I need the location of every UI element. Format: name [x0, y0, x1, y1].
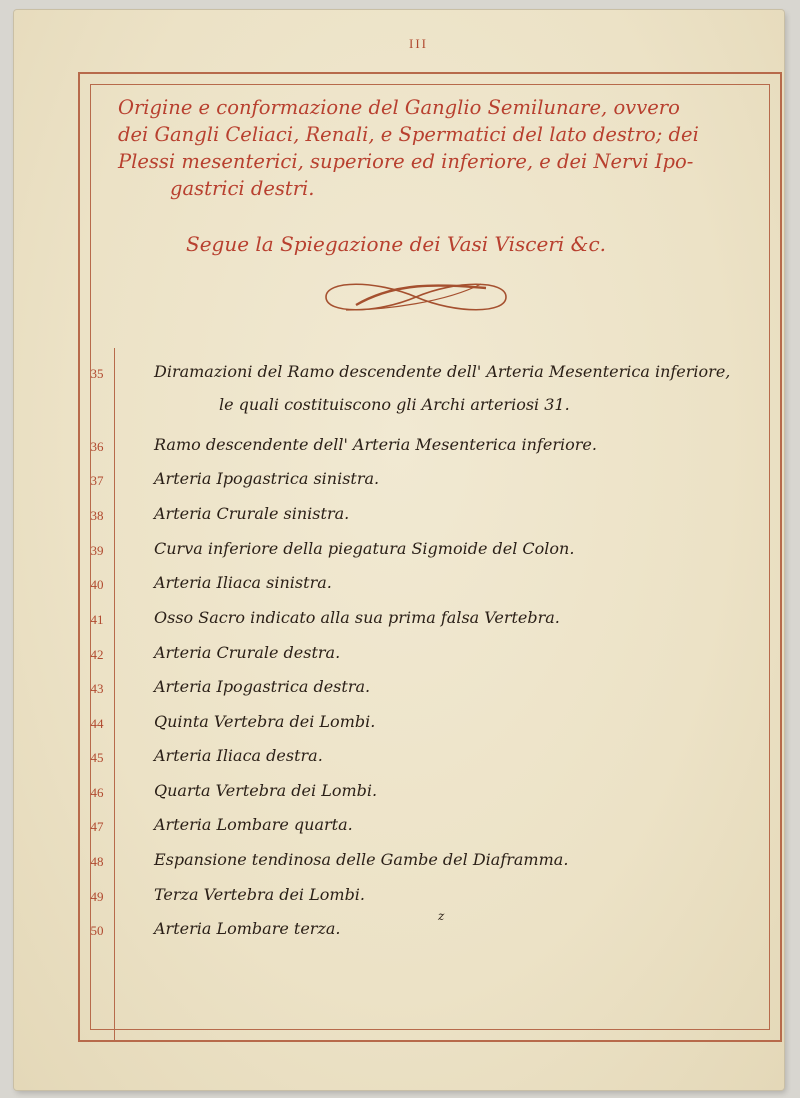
entry-number: 35	[90, 366, 104, 381]
page-number: III	[409, 36, 428, 51]
margin-rule	[114, 348, 115, 1040]
title-line: dei Gangli Celiaci, Renali, e Spermatici del lato destro; dei	[118, 123, 699, 146]
entry-number: 45	[90, 750, 104, 765]
entry-number: 44	[90, 716, 104, 731]
entry-number: 37	[90, 473, 104, 488]
entry-text: Arteria Crurale destra.	[154, 643, 341, 662]
entry-text: Terza Vertebra dei Lombi.	[154, 885, 366, 904]
title-line: Origine e conformazione del Ganglio Semilunare, ovvero	[118, 96, 680, 119]
entry-text: Curva inferiore della piegatura Sigmoide del Colon.	[154, 539, 575, 558]
entry-text: Quarta Vertebra dei Lombi.	[154, 781, 378, 800]
entry-number: 36	[90, 439, 104, 454]
entry-text: Arteria Lombare terza.	[154, 919, 341, 938]
entry-text: Arteria Ipogastrica destra.	[154, 677, 371, 696]
entry-number: 39	[90, 543, 104, 558]
title-heading	[118, 94, 738, 202]
entry-number: 49	[90, 889, 104, 904]
entry-number: 48	[90, 854, 104, 869]
ink-mark: z	[438, 909, 445, 923]
title-line: gastrici destri.	[170, 177, 315, 200]
entry-number: 38	[90, 508, 104, 523]
entry-text: Arteria Iliaca destra.	[154, 746, 323, 765]
entry-number: 42	[90, 647, 104, 662]
entry-text: Osso Sacro indicato alla sua prima falsa Vertebra.	[154, 608, 560, 627]
title-line: Plessi mesenterici, superiore ed inferiore, e dei Nervi Ipo-	[118, 150, 694, 173]
entry-number: 50	[90, 923, 104, 938]
title-subtitle: Segue la Spiegazione dei Vasi Visceri &c.	[186, 232, 607, 256]
entry-text: Ramo descendente dell' Arteria Mesenterica inferiore.	[154, 435, 597, 454]
entry-number: 40	[90, 577, 104, 592]
entry-continuation: le quali costituiscono gli Archi arteriosi 31.	[219, 395, 570, 414]
entry-number: 43	[90, 681, 104, 696]
entry-number: 47	[90, 819, 104, 834]
flourish-ornament	[316, 272, 516, 322]
entry-text: Arteria Lombare quarta.	[154, 815, 353, 834]
entry-text: Diramazioni del Ramo descendente dell' Arteria Mesenterica inferiore,	[154, 362, 731, 381]
entry-text: Espansione tendinosa delle Gambe del Diaframma.	[154, 850, 569, 869]
entry-text: Arteria Crurale sinistra.	[154, 504, 350, 523]
entry-number: 46	[90, 785, 104, 800]
manuscript-page	[14, 10, 784, 1090]
entry-number: 41	[90, 612, 104, 627]
entry-text: Quinta Vertebra dei Lombi.	[154, 712, 376, 731]
entry-text: Arteria Ipogastrica sinistra.	[154, 469, 380, 488]
entry-text: Arteria Iliaca sinistra.	[154, 573, 332, 592]
